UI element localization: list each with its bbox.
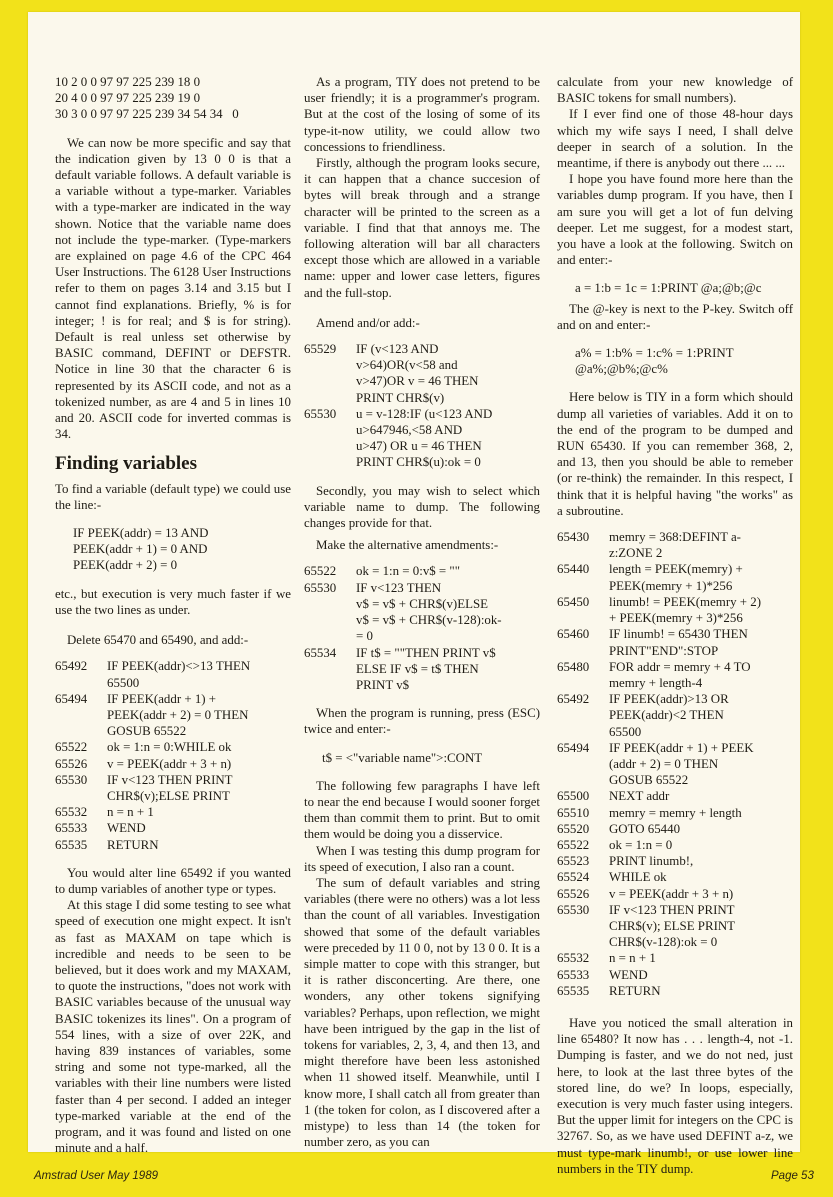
code-text: NEXT addr [609, 789, 670, 804]
paragraph: When the program is running, press (ESC) twice and enter:- [304, 706, 540, 737]
paragraph: etc., but execution is very much faster if we use the two lines as under. [55, 586, 291, 617]
line-number: 65533 [557, 967, 590, 982]
code-line [557, 837, 761, 853]
line-number: 65529 [304, 342, 337, 357]
footer-publication: Amstrad User May 1989 [34, 1170, 158, 1182]
code-text: ok = 1:n = 0:WHILE ok [107, 740, 232, 755]
footer-page-number: Page 53 [771, 1170, 814, 1182]
code-text: IF linumb! = 65430 THEN PRINT"END":STOP [609, 627, 748, 658]
code-listing [304, 341, 492, 471]
code-text: WEND [107, 821, 146, 836]
code-text: IF PEEK(addr + 1) + PEEK(addr + 2) = 0 THEN GOSUB 65522 [107, 691, 249, 739]
code-text: n = n + 1 [107, 805, 154, 820]
line-number: 65500 [557, 789, 590, 804]
code-line [557, 902, 761, 951]
command-line: a = 1:b = 1c = 1:PRINT @a;@b;@c [575, 281, 762, 296]
code-line [304, 563, 502, 579]
line-number: 65533 [55, 821, 88, 836]
paragraph: If I ever find one of those 48-hour days which my wife says I need, I shall delve deeper in search of a solution. In the meantime, if there is anybody out there ... ... [557, 107, 793, 171]
code-text: n = n + 1 [609, 951, 656, 966]
code-line [557, 788, 761, 804]
line-number: 65520 [557, 821, 590, 836]
code-text: v = PEEK(addr + 3 + n) [107, 756, 232, 771]
line-number: 65440 [557, 562, 590, 577]
code-text: IF t$ = ""THEN PRINT v$ ELSE IF v$ = t$ THEN PRINT v$ [356, 645, 496, 692]
data-line: 30 3 0 0 97 97 225 239 34 54 34 0 [55, 107, 239, 122]
line-number: 65530 [304, 406, 337, 421]
code-line [557, 967, 761, 983]
command-block [575, 280, 793, 296]
paragraph: When I was testing this dump program for its speed of execution, I also ran a count. [304, 843, 540, 874]
data-lines [55, 74, 291, 123]
code-line [55, 837, 250, 853]
code-line [55, 658, 250, 690]
line-number: 65532 [557, 951, 590, 966]
line-number: 65492 [55, 659, 88, 674]
code-line [557, 821, 761, 837]
code-text: PRINT linumb!, [609, 854, 694, 869]
line-number: 65534 [304, 645, 337, 660]
paragraph: calculate from your new knowledge of BASIC tokens for small numbers). [557, 75, 793, 106]
code-text: v = PEEK(addr + 3 + n) [609, 886, 734, 901]
command-line: t$ = <"variable name">:CONT [322, 750, 483, 765]
line-number: 65522 [557, 837, 590, 852]
paragraph: We can now be more specific and say that the indication given by 13 0 0 is that a default variable follows. A default variable is a variable without a type-marker. Variables with a type-marker are indicated in the way shown. Notice that the variable name does not include the type-marker. (Type-markers are explained on page 4.6 of the CPC 464 User Instructions. The 6128 User Instructions refer to them on pages 3.14 and 3.15 but I cannot find explanations. Briefly, % is for integer; ! is for real; and $ is for string). Default is real unless set otherwise by BASIC command, DEFINT or DEFSTR. Notice in line 30 that the character 6 is represented by its ASCII code, and not as a tokenized number, as are 4 and 5 in lines 10 and 20. ASCII code for inverted commas is 34. [55, 135, 291, 442]
command-line: PEEK(addr + 2) = 0 [73, 558, 178, 573]
column-3 [557, 74, 793, 1177]
code-line [557, 869, 761, 885]
line-number: 65535 [55, 837, 88, 852]
code-text: WHILE ok [609, 870, 667, 885]
code-line [557, 529, 761, 561]
line-number: 65526 [557, 886, 590, 901]
code-line [557, 659, 761, 691]
data-line: 10 2 0 0 97 97 225 239 18 0 [55, 75, 201, 89]
line-number: 65530 [55, 772, 88, 787]
code-line [557, 853, 761, 869]
code-text: IF PEEK(addr)>13 OR PEEK(addr)<2 THEN 65500 [609, 692, 729, 739]
paragraph: Secondly, you may wish to select which variable name to dump. The following changes provide for that. [304, 483, 540, 531]
paragraph: The following few paragraphs I have left to near the end because I would sooner forget them than commit them to print. But to omit them would be doing you a disservice. [304, 778, 540, 842]
code-line [557, 740, 761, 789]
code-text: IF v<123 THEN PRINT CHR$(v);ELSE PRINT [107, 772, 233, 803]
code-line [55, 820, 250, 836]
command-block [322, 750, 540, 766]
paragraph: Delete 65470 and 65490, and add:- [67, 633, 249, 648]
code-text: FOR addr = memry + 4 TO memry + length-4 [609, 659, 751, 690]
code-text: u = v-128:IF (u<123 AND u>647946,<58 AND u>47) OR u = 46 THEN PRINT CHR$(u):ok = 0 [356, 406, 493, 470]
code-line [55, 804, 250, 820]
paragraph: Firstly, although the program looks secure, it can happen that a chance succesion of bytes will break through and a strange character will be printed to the screen as a variable. I find that that annoys me. The following alteration will bar all characters except those which are allowed in a variable name: upper and lower case letters, figures and the full-stop. [304, 156, 540, 300]
line-number: 65530 [557, 902, 590, 917]
line-number: 65460 [557, 627, 590, 642]
code-line [557, 594, 761, 626]
code-text: RETURN [107, 837, 159, 852]
paragraph: Make the alternative amendments:- [316, 538, 499, 553]
code-text: linumb! = PEEK(memry + 2) + PEEK(memry + 3)*256 [609, 594, 762, 626]
line-number: 65510 [557, 805, 590, 820]
code-text: length = PEEK(memry) + PEEK(memry + 1)*256 [609, 562, 743, 593]
code-line [557, 691, 761, 740]
paragraph: At this stage I did some testing to see what speed of execution one might expect. It isn't as fast as MAXAM on tape which is incredible and needs to be seen to be believed, but it does work and my MAXAM, to quote the instructions, "does not work with BASIC variables because of the unusual way BASIC tokenizes its lines". On a program of 554 lines, with a size of over 22K, and having 839 instances of variables, some string and some not type-marked, all the variables with their line numbers were listed faster than 4 per second. I added an integer type-marked variable at the end of the program, and it was found and listed on one minute and a half. [55, 898, 291, 1156]
command-line: PEEK(addr + 1) = 0 AND [73, 542, 208, 557]
code-listing [55, 658, 250, 852]
code-text: RETURN [609, 983, 661, 998]
code-line [557, 626, 761, 658]
code-line [557, 886, 761, 902]
command-block [73, 525, 291, 574]
code-text: IF v<123 THEN PRINT CHR$(v); ELSE PRINT CHR$(v-128):ok = 0 [609, 902, 736, 950]
code-line [557, 983, 761, 999]
code-text: IF PEEK(addr + 1) + PEEK (addr + 2) = 0 THEN GOSUB 65522 [609, 740, 754, 788]
code-listing [557, 529, 761, 999]
code-text: ok = 1:n = 0:v$ = "" [356, 564, 460, 579]
line-number: 65522 [55, 740, 88, 755]
column-1 [55, 74, 291, 1156]
command-line: @a%;@b%;@c% [575, 362, 668, 377]
code-line [304, 406, 492, 471]
line-number: 65523 [557, 854, 590, 869]
paragraph: Here below is TIY in a form which should dump all varieties of variables. Add it on to the end of the program to be dumped and RUN 65430. If you can remember 368, 2, and 13, then you should be able to remeber (or re-think) the remainder. In this respect, I think that it is helpful having "the works" as a subroutine. [557, 390, 793, 518]
line-number: 65524 [557, 870, 590, 885]
line-number: 65530 [304, 580, 337, 595]
paragraph: Have you noticed the small alteration in line 65480? It now has . . . length-4, not -1. Dumping is faster, and we do not ned, just here, to look at the last three bytes of the stored line, do we? In loops, especially, execution is very much faster using integers. But the upper limit for integers on the CPC is 32767. So, as we have used DEFINT a-z, we must type-mark linumb!, or use lower line numbers in the TIY dump. [557, 1015, 793, 1176]
line-number: 65494 [55, 691, 88, 706]
paragraph: The @-key is next to the P-key. Switch off and on and enter:- [557, 301, 793, 332]
column-2 [304, 74, 540, 1150]
code-line [55, 772, 250, 804]
paragraph: I hope you have found more here than the variables dump program. If you have, then I am sure you will get a lot of fun delving deeper. Let me suggest, for a modest start, you have a look at the following. Switch on and enter:- [557, 172, 793, 268]
line-number: 65480 [557, 659, 590, 674]
line-number: 65532 [55, 805, 88, 820]
paragraph: Amend and/or add:- [316, 315, 420, 330]
code-line [557, 805, 761, 821]
code-text: WEND [609, 967, 648, 982]
line-number: 65450 [557, 594, 590, 609]
code-text: IF v<123 THEN v$ = v$ + CHR$(v)ELSE v$ = v$ + CHR$(v-128):ok- = 0 [356, 580, 502, 644]
line-number: 65430 [557, 530, 590, 545]
line-number: 65522 [304, 564, 337, 579]
line-number: 65535 [557, 983, 590, 998]
paragraph: To find a variable (default type) we could use the line:- [55, 481, 291, 512]
code-text: GOTO 65440 [609, 821, 681, 836]
code-text: memry = memry + length [609, 805, 742, 820]
code-line [557, 950, 761, 966]
code-text: ok = 1:n = 0 [609, 837, 673, 852]
command-block [575, 345, 793, 377]
line-number: 65526 [55, 756, 88, 771]
code-text: IF (v<123 AND v>64)OR(v<58 and v>47)OR v = 46 THEN PRINT CHR$(v) [356, 342, 479, 405]
code-line [55, 756, 250, 772]
code-text: memry = 368:DEFINT a- z:ZONE 2 [609, 530, 741, 561]
section-heading: Finding variables [55, 453, 197, 475]
code-line [304, 341, 492, 406]
paragraph: You would alter line 65492 if you wanted to dump variables of another type or types. [55, 865, 291, 896]
data-line: 20 4 0 0 97 97 225 239 19 0 [55, 91, 201, 106]
command-line: IF PEEK(addr) = 13 AND [73, 526, 209, 541]
command-line: a% = 1:b% = 1:c% = 1:PRINT [575, 346, 734, 361]
code-line [304, 580, 502, 645]
line-number: 65494 [557, 740, 590, 755]
code-line [557, 561, 761, 593]
code-line [55, 739, 250, 755]
code-line [304, 645, 502, 694]
paragraph: As a program, TIY does not pretend to be user friendly; it is a programmer's program. But at the cost of the losing of some of its type-it-now utility, we could allow two concessions to friendliness. [304, 75, 540, 154]
code-listing [304, 563, 502, 693]
line-number: 65492 [557, 692, 590, 707]
code-text: IF PEEK(addr)<>13 THEN 65500 [107, 659, 251, 690]
paragraph: The sum of default variables and string variables (there were no others) was a lot less than the count of all variables. Investigation showed that some of the default variables were preceded by 11 0 0, not by 13 0 0. It is a simple matter to cope with this stranger, but it is rather disconcerting. Are there, one wonders, any other tokens signifying variables? Perhaps, upon reflection, we might have been intrigued by the gap in the list of tokens for variables, 2, 3, 4, and then 13, and might therefore have been less astonished when 11 showed itself. Meanwhile, until I know more, I shall catch all from greater than 1 (the token for colon, as I discovered after a mistype) to less than 14 (the token for number zero, as you can [304, 875, 540, 1150]
code-line [55, 691, 250, 740]
